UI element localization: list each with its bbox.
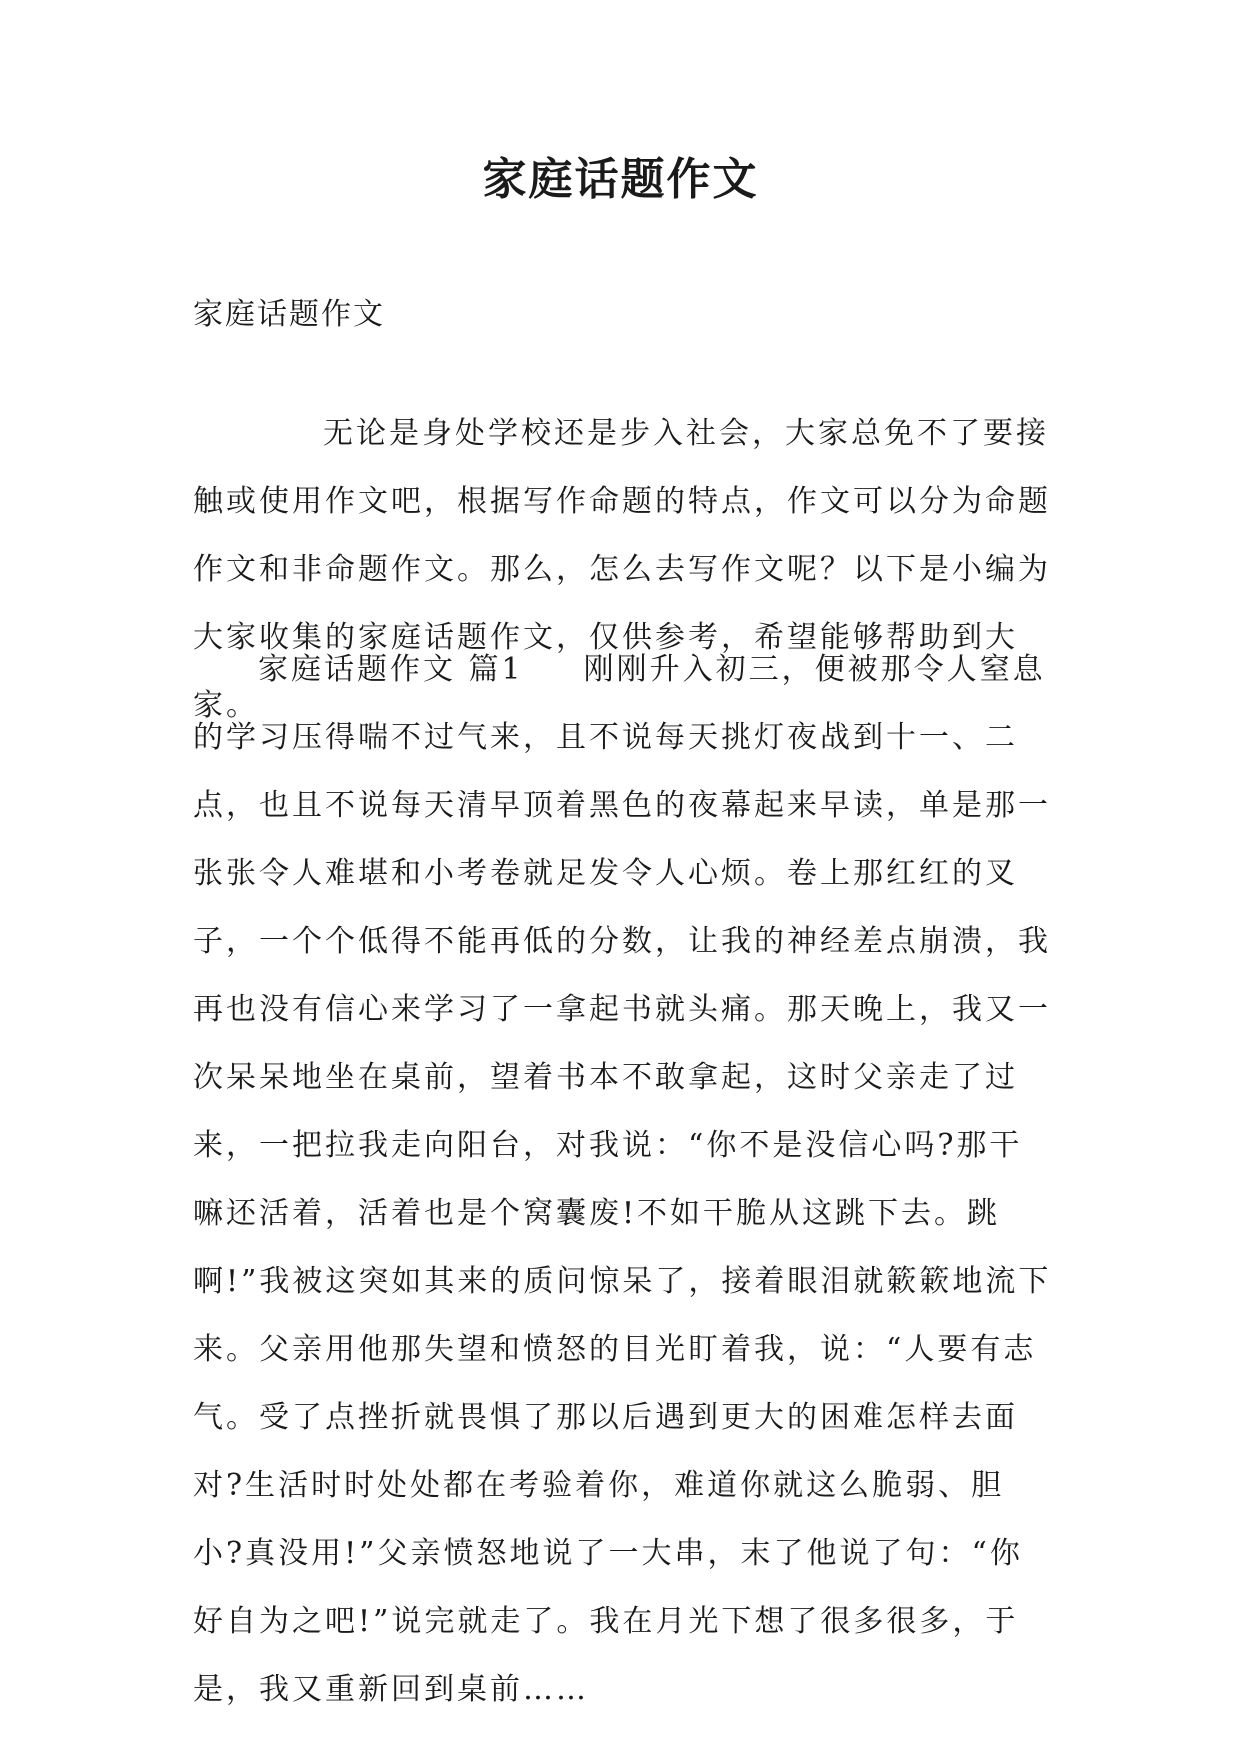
intro-text: 无论是身处学校还是步入社会，大家总免不了要接触或使用作文吧，根据写作命题的特点，作文可以分为命题作文和非命题作文。那么，怎么去写作文呢？以下是小编为大家收集的家庭话题作文，仅供参考，希望能够帮助到大家。 [193,416,1051,723]
essay-heading: 家庭话题作文 篇1 [258,652,524,687]
essay-paragraph [193,636,1053,1724]
essay-body: 刚刚升入初三，便被那令人窒息的学习压得喘不过气来，且不说每天挑灯夜战到十一、二点，也且不说每天清早顶着黑色的夜幕起来早读，单是那一张张令人难堪和小考卷就足发令人心烦。卷上那红红的叉子，一个个低得不能再低的分数，让我的神经差点崩溃，我再也没有信心来学习了一拿起书就头痛。那天晚上，我又一次呆呆地坐在桌前，望着书本不敢拿起，这时父亲走了过来，一把拉我走向阳台，对我说：“你不是没信心吗?那干嘛还活着，活着也是个窝囊废!不如干脆从这跳下去。跳啊!”我被这突如其来的质问惊呆了，接着眼泪就簌簌地流下来。父亲用他那失望和愤怒的目光盯着我，说：“人要有志气。受了点挫折就畏惧了那以后遇到更大的困难怎样去面对?生活时时处处都在考验着你，难道你就这么脆弱、胆小?真没用!”父亲愤怒地说了一大串，末了他说了句：“你好自为之吧!”说完就走了。我在月光下想了很多很多，于是，我又重新回到桌前…… [193,652,1052,1707]
document-title: 家庭话题作文 [482,154,759,205]
document-subtitle: 家庭话题作文 [193,297,385,332]
